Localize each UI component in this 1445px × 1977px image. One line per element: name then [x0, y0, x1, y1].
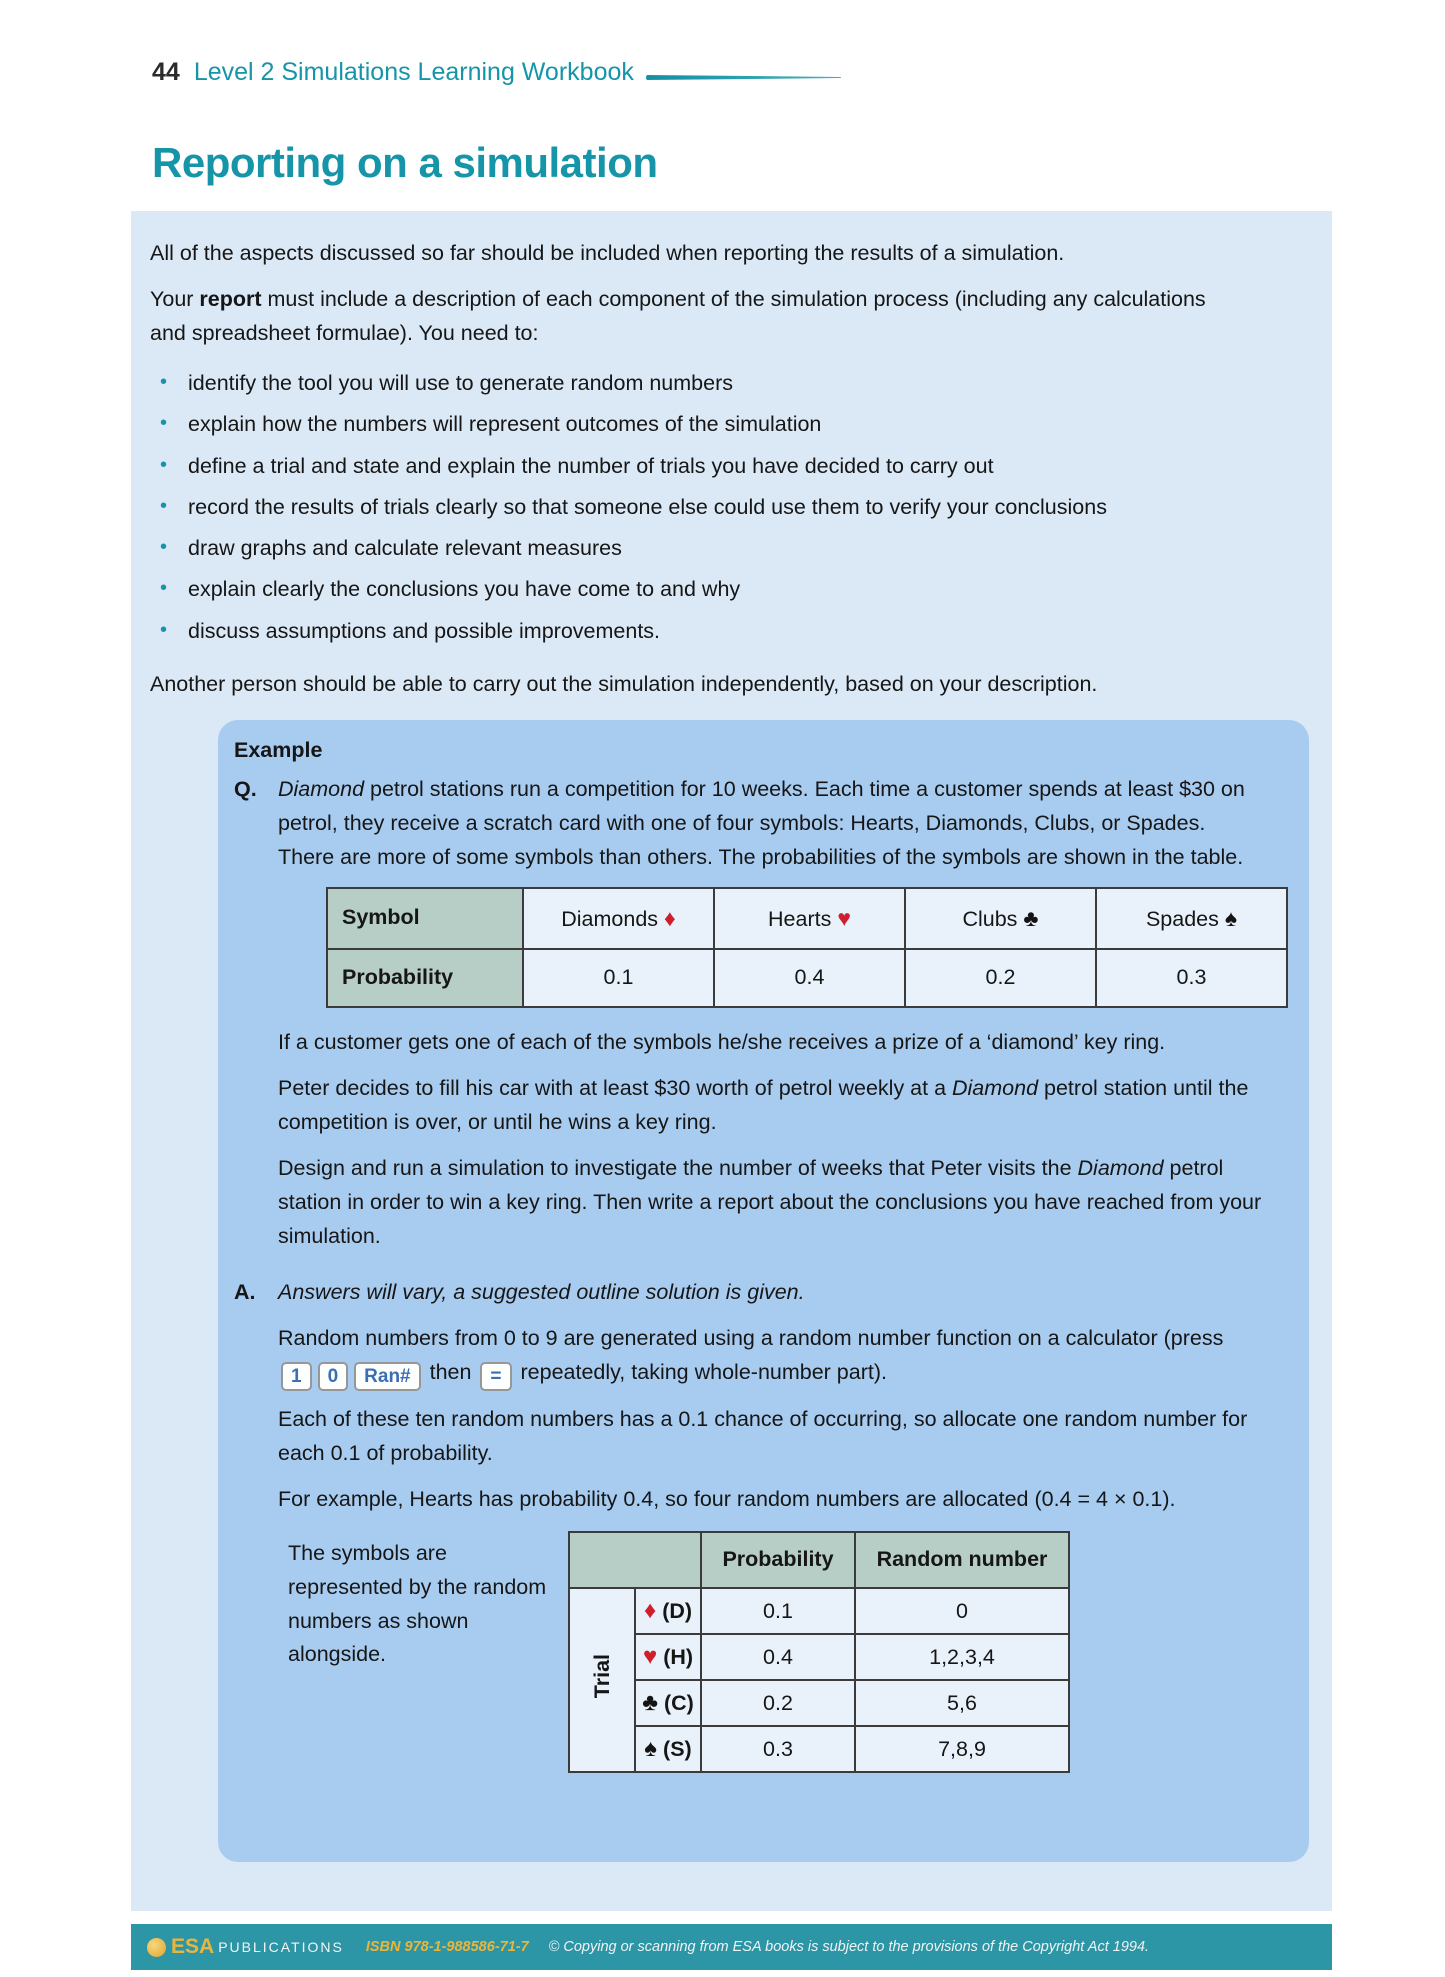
table-row	[569, 1680, 1069, 1726]
calculator-key-0: 0	[318, 1362, 349, 1391]
club-suit-icon: ♣	[1023, 904, 1039, 931]
bullet-text: identify the tool you will use to generate random numbers	[188, 370, 733, 395]
diamond-suit-icon: ♦	[664, 904, 676, 931]
table-row	[569, 1726, 1069, 1772]
bullet-icon: •	[160, 412, 168, 435]
probability-cell: 0.3	[1096, 949, 1287, 1007]
intro-p2-pre: Your	[150, 286, 200, 311]
diamond-suit-icon: ♦	[643, 1596, 657, 1624]
probability-cell: 0.1	[523, 949, 714, 1007]
symbol-cell-diamonds	[523, 888, 714, 949]
calculator-key-1: 1	[281, 1362, 312, 1391]
table-row	[569, 1532, 1069, 1588]
copyright-text: © Copying or scanning from ESA books is subject to the provisions of the Copyright Act 1994.	[548, 1939, 1150, 1955]
question-block	[234, 773, 1285, 1266]
heart-suit-icon: ♥	[837, 904, 851, 931]
answer-text: repeatedly, taking whole-number part).	[514, 1359, 887, 1384]
question-paragraph	[278, 1072, 1263, 1140]
suit-name: Clubs	[962, 906, 1018, 931]
symbol-cell-spades	[1096, 888, 1287, 949]
list-item	[150, 569, 1235, 610]
answer-paragraph-random	[278, 1322, 1263, 1391]
suit-name: Hearts	[768, 906, 832, 931]
running-head	[0, 0, 1445, 87]
italic-brand-name: Diamond	[278, 777, 365, 802]
random-numbers-cell: 1,2,3,4	[855, 1634, 1069, 1680]
question-paragraph: If a customer gets one of each of the symbols he/she receives a prize of a ‘diamond’ key ring.	[278, 1029, 1166, 1054]
question-text: petrol stations run a competition for 10 weeks. Each time a customer spends at least $30 on petrol, they receive a scratch card with one of four symbols: Hearts, Diamonds, Clubs, or Spades. There are more of some symbols than others. The probabilities of the symbols are shown in the table.	[278, 777, 1245, 869]
symbol-letter: (C)	[663, 1690, 694, 1715]
random-number-column-header: Random number	[855, 1532, 1069, 1588]
header-swoosh-line	[646, 74, 841, 81]
probability-cell: 0.2	[905, 949, 1096, 1007]
bullet-icon: •	[160, 577, 168, 600]
club-suit-icon: ♣	[642, 1688, 658, 1716]
probability-cell: 0.4	[714, 949, 905, 1007]
content-area	[131, 211, 1332, 1911]
symbol-cell-clubs	[905, 888, 1096, 949]
answer-body	[278, 1276, 1263, 1773]
symbol-letter: (H)	[663, 1644, 694, 1669]
intro-p2-post: must include a description of each component of the simulation process (including any calculations and spreadsheet formulae). You need to:	[150, 286, 1206, 345]
page-title: Reporting on a simulation	[152, 139, 658, 186]
list-item	[150, 363, 1235, 404]
esa-logo-text: ESA	[171, 1935, 215, 1958]
page-number: 44	[152, 58, 180, 86]
bullet-text: explain how the numbers will represent outcomes of the simulation	[188, 412, 822, 437]
spade-suit-icon: ♠	[1224, 904, 1238, 931]
symbol-probability-table	[326, 887, 1288, 1008]
symbol-letter: (D)	[662, 1598, 693, 1623]
answer-paragraph-example: For example, Hearts has probability 0.4, so four random numbers are allocated (0.4 = 4 × 0.1).	[278, 1486, 1176, 1511]
answer-paragraph-allocation: Each of these ten random numbers has a 0.1 chance of occurring, so allocate one random number for each 0.1 of probability.	[278, 1406, 1248, 1465]
esa-logo-icon	[147, 1938, 166, 1957]
random-numbers-cell: 5,6	[855, 1680, 1069, 1726]
question-paragraph	[278, 773, 1263, 875]
answer-text: Random numbers from 0 to 9 are generated using a random number function on a calculator (press	[278, 1325, 1224, 1350]
italic-brand-name: Diamond	[952, 1075, 1039, 1100]
bullet-icon: •	[160, 536, 168, 559]
heart-suit-icon: ♥	[642, 1642, 658, 1670]
answer-block	[234, 1276, 1285, 1773]
random-numbers-cell: 0	[855, 1588, 1069, 1634]
list-item	[150, 446, 1235, 487]
question-paragraph	[278, 1152, 1263, 1254]
list-item	[150, 611, 1235, 652]
table-row	[327, 888, 1287, 949]
random-numbers-cell: 7,8,9	[855, 1726, 1069, 1772]
example-box	[218, 720, 1309, 1862]
symbol-cell	[635, 1726, 701, 1772]
calculator-key-ran: Ran#	[354, 1362, 420, 1391]
intro-paragraph-1: All of the aspects discussed so far should be included when reporting the results of a simulation.	[150, 241, 1065, 265]
answer-intro: Answers will vary, a suggested outline solution is given.	[278, 1279, 805, 1304]
table-row	[569, 1634, 1069, 1680]
probability-cell: 0.1	[701, 1588, 855, 1634]
random-number-allocation-table	[568, 1531, 1070, 1773]
bullet-text: draw graphs and calculate relevant measures	[188, 536, 622, 561]
book-title: Level 2 Simulations Learning Workbook	[193, 58, 634, 86]
bullet-text: discuss assumptions and possible improvements.	[188, 618, 661, 643]
trial-label-cell	[569, 1588, 635, 1772]
symbol-cell	[635, 1588, 701, 1634]
bullet-icon: •	[160, 618, 168, 641]
symbol-cell	[635, 1634, 701, 1680]
bullet-icon: •	[160, 494, 168, 517]
question-text: Peter decides to fill his car with at least $30 worth of petrol weekly at a	[278, 1075, 952, 1100]
bullet-icon: •	[160, 453, 168, 476]
calculator-key-equals: =	[480, 1362, 511, 1391]
probability-cell: 0.4	[701, 1634, 855, 1680]
bullet-text: record the results of trials clearly so that someone else could use them to verify your conclusions	[188, 494, 1107, 519]
symbol-cell-hearts	[714, 888, 905, 949]
question-body	[278, 773, 1263, 1266]
isbn-text: ISBN 978-1-988586-71-7	[365, 1939, 529, 1955]
allocation-section	[278, 1531, 1263, 1773]
suit-name: Spades	[1145, 906, 1219, 931]
corner-cell	[569, 1532, 701, 1588]
probability-row-header: Probability	[327, 949, 523, 1007]
intro-p2-bold: report	[199, 286, 262, 311]
footer-bar	[131, 1924, 1332, 1970]
list-item	[150, 528, 1235, 569]
question-letter: Q.	[234, 777, 257, 802]
trial-label: Trial	[590, 1653, 614, 1699]
question-text: Design and run a simulation to investigate the number of weeks that Peter visits the	[278, 1155, 1078, 1180]
symbol-row-header: Symbol	[327, 888, 523, 949]
bullet-text: define a trial and state and explain the number of trials you have decided to carry out	[188, 453, 994, 478]
suit-name: Diamonds	[561, 906, 659, 931]
table-row	[327, 949, 1287, 1007]
list-item	[150, 404, 1235, 445]
italic-brand-name: Diamond	[1077, 1155, 1164, 1180]
probability-cell: 0.3	[701, 1726, 855, 1772]
example-label: Example	[234, 738, 323, 763]
bullet-icon: •	[160, 370, 168, 393]
probability-cell: 0.2	[701, 1680, 855, 1726]
requirements-bullet-list	[150, 363, 1235, 652]
question-text: petrol station in order to win a key ring. Then write a report about the conclusions you have reached from your simulation.	[278, 1155, 1262, 1248]
answer-letter: A.	[234, 1279, 256, 1304]
spade-suit-icon: ♠	[644, 1734, 658, 1762]
bullet-text: explain clearly the conclusions you have come to and why	[188, 577, 741, 602]
probability-column-header: Probability	[701, 1532, 855, 1588]
symbol-letter: (S)	[663, 1736, 692, 1761]
side-note: The symbols are represented by the random numbers as shown alongside.	[288, 1540, 547, 1667]
list-item	[150, 487, 1235, 528]
intro-paragraph-3: Another person should be able to carry out the simulation independently, based on your description.	[150, 672, 1098, 697]
esa-publications-text: PUBLICATIONS	[218, 1939, 344, 1955]
symbol-cell	[635, 1680, 701, 1726]
answer-text: then	[423, 1359, 478, 1384]
table-row	[569, 1588, 1069, 1634]
question-text: petrol station until the competition is over, or until he wins a key ring.	[278, 1075, 1249, 1134]
intro-paragraph-2	[150, 283, 1235, 351]
